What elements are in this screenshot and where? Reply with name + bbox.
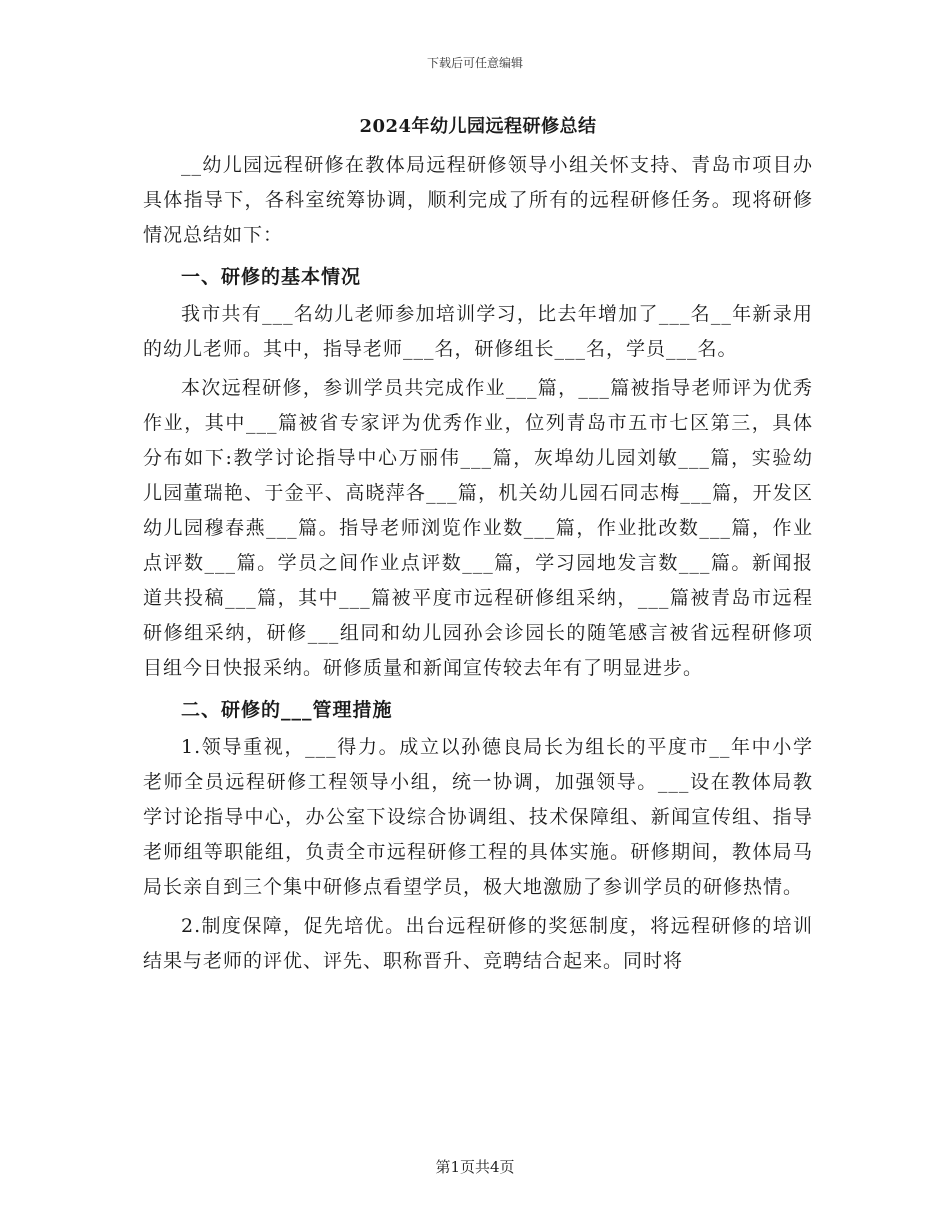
section2-paragraph-1: 1.领导重视，___得力。成立以孙德良局长为组长的平度市__年中小学老师全员远程研修工程领导小组，统一协调，加强领导。___设在教体局教学讨论指导中心，办公室下设综合协调组、技术保障组、新闻宣传组、指导老师组等职能组，负责全市远程研修工程的具体实施。研修期间，教体局马局长亲自到三个集中研修点看望学员，极大地激励了参训学员的研修热情。 (143, 736, 813, 898)
section2-heading: 二、研修的___管理措施 (181, 699, 393, 721)
section1-heading: 一、研修的基本情况 (181, 266, 362, 288)
section1-paragraph-1: 我市共有___名幼儿老师参加培训学习，比去年增加了___名__年新录用的幼儿老师。其中，指导老师___名，研修组长___名，学员___名。 (143, 303, 813, 360)
document-body (143, 112, 813, 979)
document-title: 2024年幼儿园远程研修总结 (359, 116, 597, 137)
section1-paragraph-2: 本次远程研修，参训学员共完成作业___篇，___篇被指导老师评为优秀作业，其中___篇被省专家评为优秀作业，位列青岛市五市七区第三，具体分布如下:教学讨论指导中心万丽伟___篇，灰埠幼儿园刘敏___篇，实验幼儿园董瑞艳、于金平、高晓萍各___篇，机关幼儿园石同志梅___篇，开发区幼儿园穆春燕___篇。指导老师浏览作业数___篇，作业批改数___篇，作业点评数___篇。学员之间作业点评数___篇，学习园地发言数___篇。新闻报道共投稿___篇，其中___篇被平度市远程研修组采纳，___篇被青岛市远程研修组采纳，研修___组同和幼儿园孙会诊园长的随笔感言被省远程研修项目组今日快报采纳。研修质量和新闻宣传较去年有了明显进步。 (143, 377, 813, 679)
section2-paragraph-2: 2.制度保障，促先培优。出台远程研修的奖惩制度，将远程研修的培训结果与老师的评优、评先、职称晋升、竞聘结合起来。同时将 (143, 915, 813, 972)
page-number-footer: 第1页共4页 (435, 1158, 515, 1176)
page-header-note: 下载后可任意编辑 (426, 56, 523, 70)
intro-paragraph: __幼儿园远程研修在教体局远程研修领导小组关怀支持、青岛市项目办具体指导下，各科室统筹协调，顺利完成了所有的远程研修任务。现将研修情况总结如下： (143, 154, 813, 246)
